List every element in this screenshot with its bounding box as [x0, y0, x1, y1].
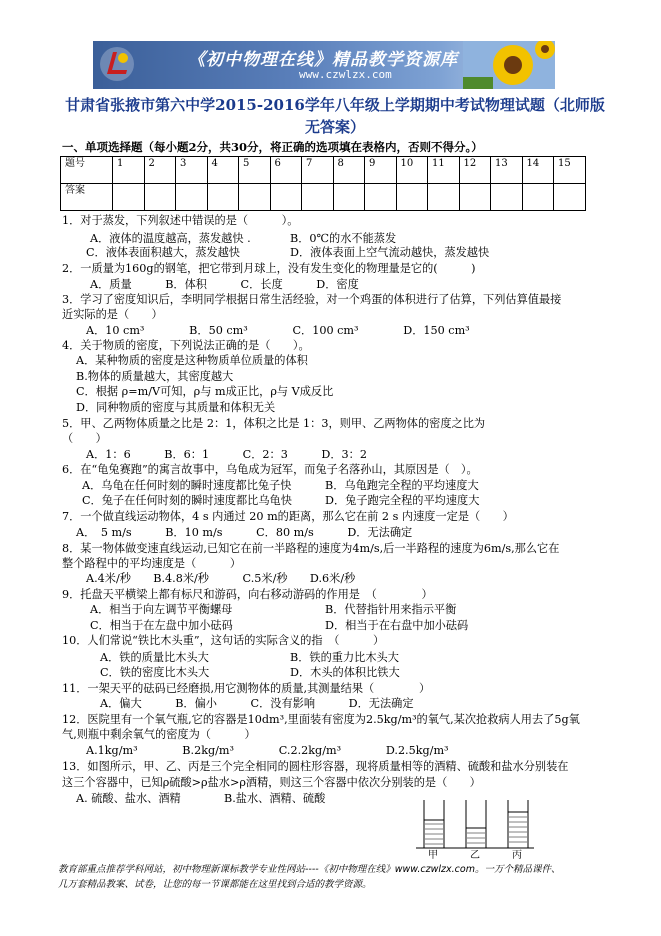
option-1c: C．液体表面积越大，蒸发越快: [86, 246, 240, 259]
table-cell: 7: [302, 157, 334, 184]
option-4b: B.物体的质量越大，其密度越大: [76, 370, 234, 383]
question-9: 9．托盘天平横梁上都有标尺和游码，向右移动游码的作用是 （ ）: [62, 588, 433, 601]
answer-cell[interactable]: [270, 184, 302, 211]
option-6d: D．兔子跑完全程的平均速度大: [325, 494, 480, 507]
option-10d: D．木头的体积比铁大: [290, 666, 400, 679]
option-4a: A．某种物质的密度是这种物质单位质量的体积: [76, 354, 308, 367]
label-bing: 丙: [512, 850, 522, 860]
question-1: 1．对于蒸发，下列叙述中错误的是（ ）。: [62, 214, 299, 227]
question-12-cont: 气,则瓶中剩余氧气的密度为（ ）: [62, 728, 256, 741]
sunflower-image: [463, 41, 555, 89]
option-13b: B.盐水、酒精、硫酸: [224, 792, 326, 805]
answer-cell[interactable]: [176, 184, 208, 211]
question-10: 10．人们常说“铁比木头重”，这句话的实际含义的指 （ ）: [62, 634, 385, 647]
table-row: [61, 184, 586, 211]
question-2: 2．一质量为160g的钢笔，把它带到月球上，没有发生变化的物理量是它的( ): [62, 262, 476, 275]
question-6: 6．在“龟兔赛跑”的寓言故事中，乌龟成为冠军，而兔子名落孙山，其原因是（ ）。: [62, 463, 478, 476]
question-3-cont: 近实际的是（ ）: [62, 308, 163, 321]
answer-cell[interactable]: [428, 184, 460, 211]
table-cell: 15: [554, 157, 586, 184]
option-1a: A．液体的温度越高，蒸发越快 .: [90, 232, 251, 245]
footer-line-2: 几万套精品教案、试卷，让您的每一节课都能在这里找到合适的教学资源。: [58, 879, 372, 890]
table-cell: 1: [113, 157, 145, 184]
section-heading: 一、单项选择题（每小题2分，共30分，将正确的选项填在表格内，否则不得分。）: [62, 140, 483, 154]
table-cell: 5: [239, 157, 271, 184]
answer-cell[interactable]: [144, 184, 176, 211]
answer-cell[interactable]: [239, 184, 271, 211]
answer-table: [60, 156, 586, 211]
option-6b: B．乌龟跑完全程的平均速度大: [325, 479, 479, 492]
table-cell: 2: [144, 157, 176, 184]
answer-cell[interactable]: [396, 184, 428, 211]
site-logo: [99, 46, 135, 82]
header-banner: [93, 41, 555, 89]
option-9b: B．代替指针用来指示平衡: [325, 603, 457, 616]
option-9c: C．相当于在左盘中加小砝码: [90, 619, 233, 632]
table-row: [61, 157, 586, 184]
option-9d: D．相当于在右盘中加小砝码: [325, 619, 469, 632]
question-12: 12．医院里有一个氧气瓶,它的容器是10dm³,里面装有密度为2.5kg/m³的氧气,某次抢救病人用去了5g氧: [62, 713, 580, 726]
options-8: A.4米/秒 B.4.8米/秒 C.5米/秒 D.6米/秒: [86, 572, 356, 585]
question-4: 4．关于物质的密度，下列说法正确的是（ ）。: [62, 339, 310, 352]
table-cell: 13: [491, 157, 523, 184]
table-cell: 题号: [61, 157, 113, 184]
question-5: 5．甲、乙两物体质量之比是 2：1，体积之比是 1：3，则甲、乙两物体的密度之比为: [62, 417, 486, 430]
option-1d: D．液体表面上空气流动越快，蒸发越快: [290, 246, 490, 259]
table-cell: 答案: [61, 184, 113, 211]
option-1b: B．0℃的水不能蒸发: [290, 232, 397, 245]
options-7: A． 5 m/s B．10 m/s C．80 m/s D．无法确定: [76, 526, 413, 539]
question-13: 13．如图所示，甲、乙、丙是三个完全相同的圆柱形容器，现将质量相等的酒精、硫酸和盐水分别装在: [62, 760, 569, 773]
question-7: 7．一个做直线运动物体，4 s 内通过 20 m的距离，那么它在前 2 s 内速度一定是（ ）: [62, 510, 514, 523]
answer-cell[interactable]: [113, 184, 145, 211]
exam-title: 甘肃省张掖市第六中学2015-2016学年八年级上学期期中考试物理试题（北师版无答案）: [65, 96, 605, 136]
option-4c: C．根据 ρ=m/V可知，ρ与 m成正比，ρ与 V成反比: [76, 385, 334, 398]
question-11: 11．一架天平的砝码已经磨损,用它测物体的质量,其测量结果（ ）: [62, 682, 431, 695]
options-11: A．偏大 B．偏小 C．没有影响 D．无法确定: [100, 697, 414, 710]
answer-cell[interactable]: [491, 184, 523, 211]
option-4d: D．同种物质的密度与其质量和体积无关: [76, 401, 276, 414]
table-cell: 10: [396, 157, 428, 184]
table-cell: 9: [365, 157, 397, 184]
banner-title: 《初中物理在线》精品教学资源库: [188, 50, 458, 70]
option-10b: B．铁的重力比木头大: [290, 651, 399, 664]
answer-cell[interactable]: [365, 184, 397, 211]
footer-line-1: 教育部重点推荐学科网站，初中物理新课标教学专业性网站----《初中物理在线》www.czwlzx.com。一万个精品课件、: [58, 864, 561, 875]
question-3: 3．学习了密度知识后，李明同学根据日常生活经验，对一个鸡蛋的体积进行了估算，下列估算值最接: [62, 293, 562, 306]
option-9a: A．相当于向左调节平衡螺母: [90, 603, 233, 616]
label-yi: 乙: [470, 850, 480, 860]
table-cell: 11: [428, 157, 460, 184]
label-jia: 甲: [428, 850, 438, 860]
answer-cell[interactable]: [459, 184, 491, 211]
answer-cell[interactable]: [522, 184, 554, 211]
table-cell: 14: [522, 157, 554, 184]
question-8: 8．某一物体做变速直线运动,已知它在前一半路程的速度为4m/s,后一半路程的速度为6m/s,那么它在: [62, 542, 560, 555]
table-cell: 6: [270, 157, 302, 184]
option-6c: C．兔子在任何时刻的瞬时速度都比乌龟快: [82, 494, 292, 507]
footer: [58, 862, 618, 892]
option-10a: A．铁的质量比木头大: [100, 651, 209, 664]
options-12: A.1kg/m³ B.2kg/m³ C.2.2kg/m³ D.2.5kg/m³: [86, 744, 449, 757]
option-10c: C．铁的密度比木头大: [100, 666, 210, 679]
answer-cell[interactable]: [333, 184, 365, 211]
answer-cell[interactable]: [554, 184, 586, 211]
table-cell: 4: [207, 157, 239, 184]
table-cell: 8: [333, 157, 365, 184]
option-6a: A．乌龟在任何时刻的瞬时速度都比兔子快: [82, 479, 292, 492]
answer-cell[interactable]: [302, 184, 334, 211]
answer-cell[interactable]: [207, 184, 239, 211]
options-2: A．质量 B．体积 C．长度 D．密度: [90, 278, 359, 291]
table-cell: 12: [459, 157, 491, 184]
banner-url: www.czwlzx.com: [299, 68, 392, 81]
question-13-cont: 这三个容器中，已知ρ硫酸>ρ盐水>ρ酒精，则这三个容器中依次分别装的是（ ）: [62, 776, 481, 789]
options-3: A．10 cm³ B．50 cm³ C．100 cm³ D．150 cm³: [86, 324, 470, 337]
question-5-cont: （ ）: [62, 432, 107, 445]
table-cell: 3: [176, 157, 208, 184]
question-8-cont: 整个路程中的平均速度是（ ）: [62, 557, 242, 570]
option-13a: A. 硫酸、盐水、酒精: [76, 792, 181, 805]
containers-figure: [414, 796, 536, 860]
options-5: A．1：6 B．6：1 C．2：3 D．3：2: [86, 448, 367, 461]
